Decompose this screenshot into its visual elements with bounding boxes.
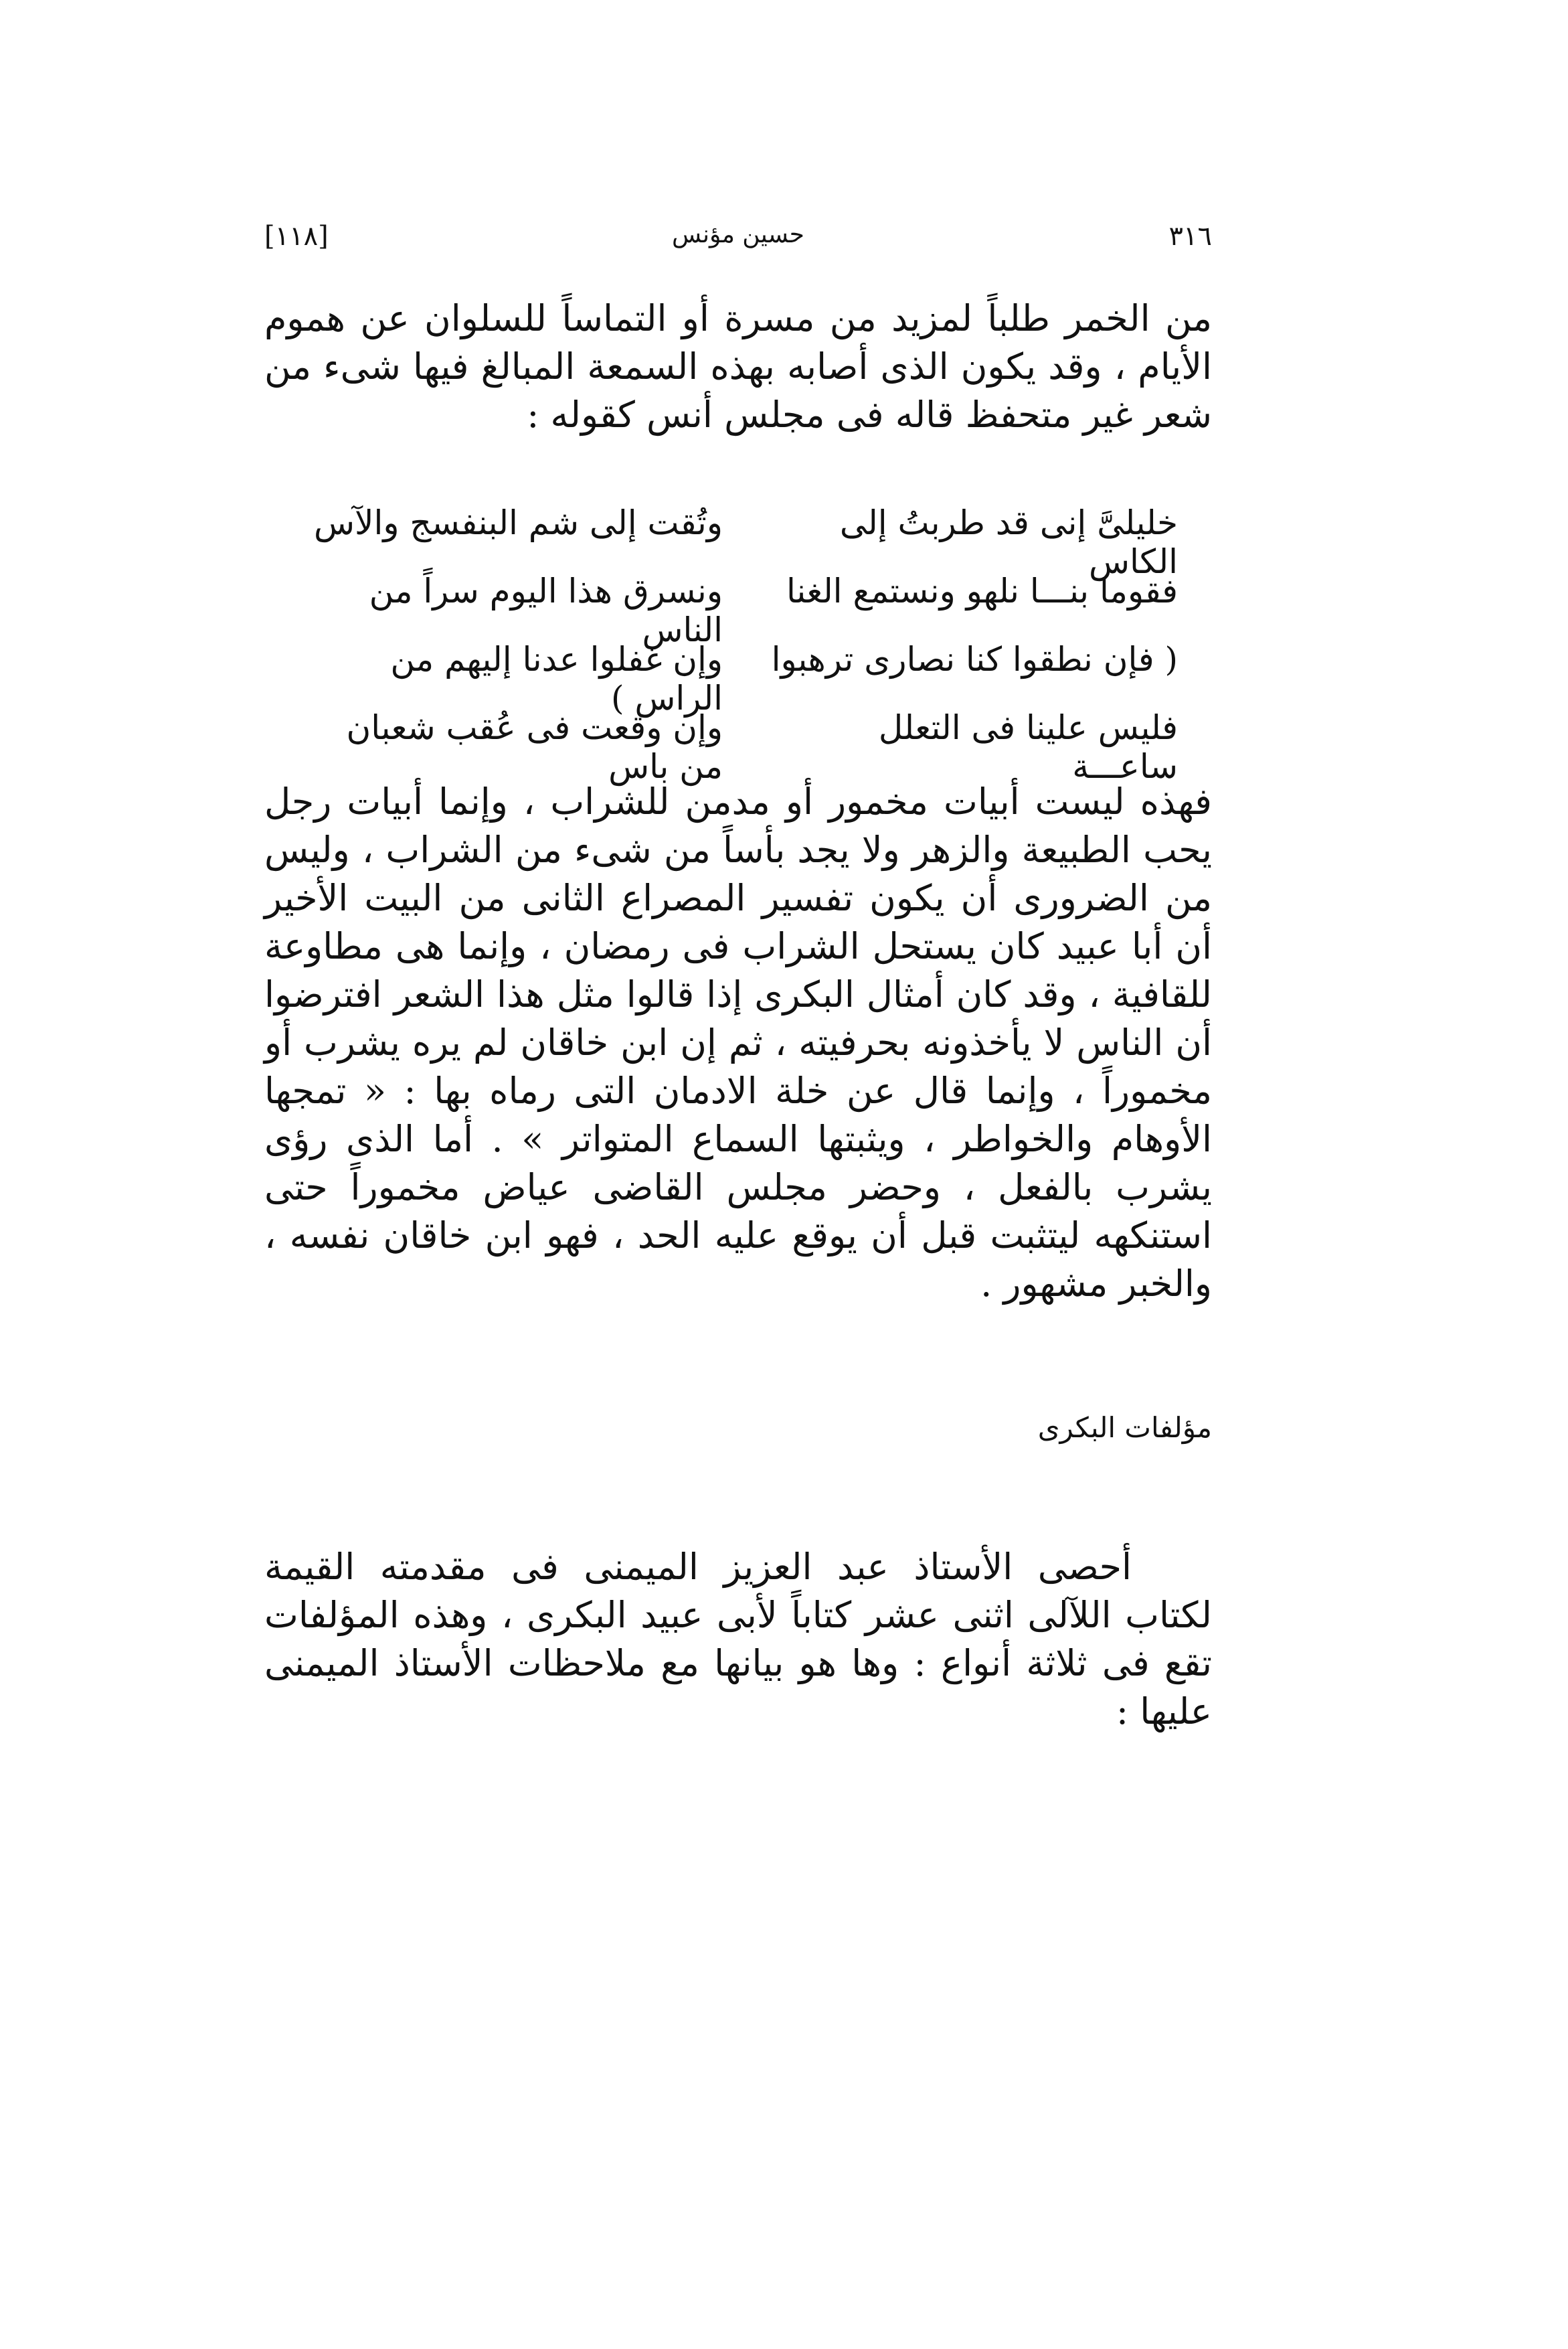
poem-verse-4 (308, 708, 1178, 786)
hemistich-first: ( فإن نطقوا كنا نصارى ترهبوا (771, 640, 1178, 679)
poem-verse-2 (308, 572, 1178, 649)
poem-verse-3 (308, 640, 1178, 718)
hemistich-second: وإن غفلوا عدنا إليهم من الراس ) (390, 640, 723, 718)
hemistich-second: وتُقت إلى شم البنفسج والآس (313, 503, 723, 542)
section-heading: مؤلفات البكرى (1037, 1411, 1212, 1444)
hemistich-first: فقوما بنـــا نلهو ونستمع الغنا (786, 572, 1178, 611)
hemistich-second: ونسرق هذا اليوم سراً من الناس (369, 572, 723, 649)
running-head-author: حسين مؤنس (672, 221, 804, 248)
page-number: ٣١٦ (1168, 221, 1212, 252)
poem (308, 503, 1178, 786)
hemistich-second: وإن وقعت فى عُقب شعبان من باس (346, 708, 723, 786)
paragraph-3-text: أحصى الأستاذ عبد العزيز الميمنى فى مقدمته القيمة لكتاب اللآلى اثنى عشر كتاباً لأبى عبيد البكرى ، وهذه المؤلفات تقع فى ثلاثة أنواع : وها هو بيانها مع ملاحظات الأستاذ الميمنى عليها : (264, 1546, 1212, 1732)
hemistich-first: فليس علينا فى التعلل ساعـــة (878, 708, 1178, 786)
page-header (264, 221, 1212, 261)
paragraph-1: من الخمر طلباً لمزيد من مسرة أو التماساً للسلوان عن هموم الأيام ، وقد يكون الذى أصابه بهذه السمعة المبالغ فيها شىء من شعر غير متحفظ قاله فى مجلس أنس كقوله : (264, 297, 1212, 436)
paragraph-3 (264, 1543, 1212, 1736)
paragraph-2: فهذه ليست أبيات مخمور أو مدمن للشراب ، وإنما أبيات رجل يحب الطبيعة والزهر ولا يجد بأساً من شىء من الشراب ، وليس من الضرورى أن يكون تفسير المصراع الثانى من البيت الأخير أن أبا عبيد كان يستحل الشراب فى رمضان ، وإنما هى مطاوعة للقافية ، وقد كان أمثال البكرى إذا قالوا مثل هذا الشعر افترضوا أن الناس لا يأخذونه بحرفيته ، ثم إن ابن خاقان لم يره يشرب أو مخموراً ، وإنما قال عن خلة الادمان التى رماه بها : « تمجها الأوهام والخواطر ، ويثبتها السماع المتواتر » . أما الذى رؤى يشرب بالفعل ، وحضر مجلس القاضى عياض مخموراً حتى استنكهه ليتثبت قبل أن يوقع عليه الحد ، فهو ابن خاقان نفسه ، والخبر مشهور . (264, 781, 1212, 1305)
poem-verse-1 (308, 503, 1178, 581)
original-page-number: [١١٨] (264, 221, 329, 252)
hemistich-first: خليلىَّ إنى قد طربتُ إلى الكاس (839, 503, 1178, 581)
